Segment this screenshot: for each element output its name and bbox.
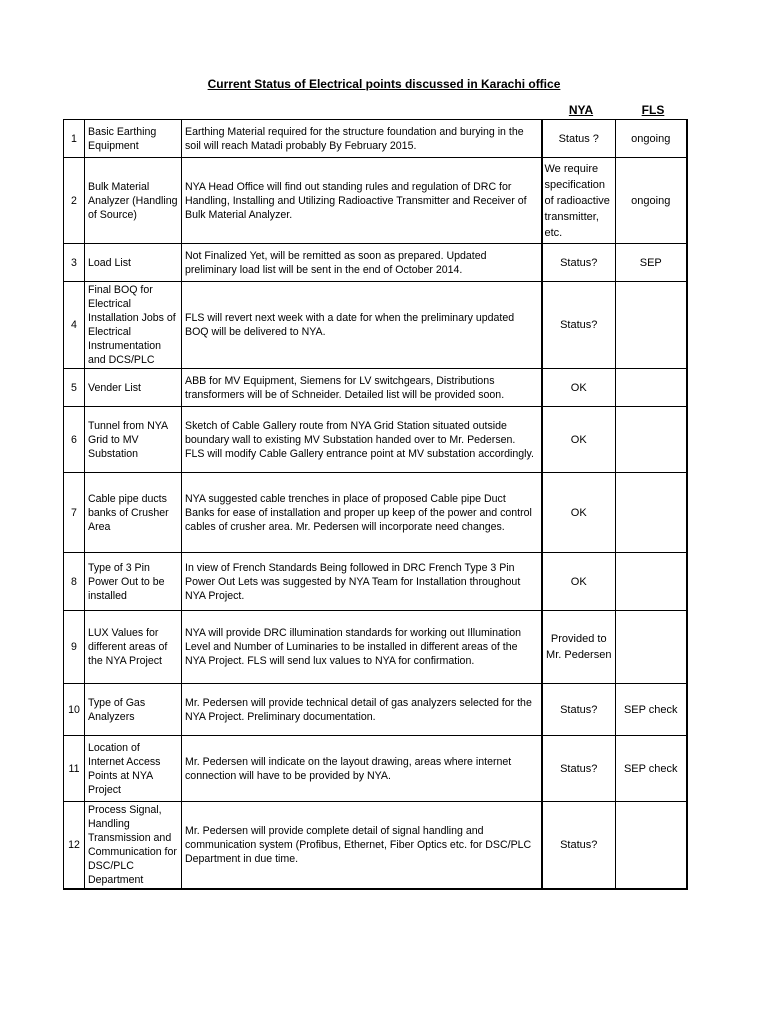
- row-number: 7: [64, 473, 85, 553]
- table-row: [64, 684, 687, 736]
- row-description: Sketch of Cable Gallery route from NYA Grid Station situated outside boundary wall to existing MV Substation handed over to Mr. Pedersen. FLS will modify Cable Gallery entrance point at MV substation accordingly.: [182, 407, 542, 473]
- table-row: [64, 244, 687, 282]
- row-description: NYA will provide DRC illumination standards for working out Illumination Level and Number of Luminaries to be installed in different areas of the NYA Project. FLS will send lux values to NYA for confirmation.: [182, 611, 542, 684]
- row-description: Mr. Pedersen will provide technical detail of gas analyzers selected for the NYA Project. Preliminary documentation.: [182, 684, 542, 736]
- row-number: 3: [64, 244, 85, 282]
- row-nya-status: OK: [542, 407, 616, 473]
- row-nya-status: Status?: [542, 282, 616, 369]
- row-description: Not Finalized Yet, will be remitted as soon as prepared. Updated preliminary load list will be sent in the end of October 2014.: [182, 244, 542, 282]
- row-number: 8: [64, 553, 85, 611]
- table-row: [64, 736, 687, 802]
- row-fls-status: [616, 282, 687, 369]
- table-row: [64, 802, 687, 890]
- row-fls-status: SEP: [616, 244, 687, 282]
- table-row: [64, 158, 687, 244]
- row-description: ABB for MV Equipment, Siemens for LV switchgears, Distributions transformers will be of Schneider. Detailed list will be provided soon.: [182, 369, 542, 407]
- row-number: 5: [64, 369, 85, 407]
- row-fls-status: [616, 802, 687, 890]
- row-topic: Load List: [85, 244, 182, 282]
- table-row: [64, 407, 687, 473]
- row-topic: Cable pipe ducts banks of Crusher Area: [85, 473, 182, 553]
- table-row: [64, 282, 687, 369]
- row-fls-status: SEP check: [616, 684, 687, 736]
- row-topic: Type of Gas Analyzers: [85, 684, 182, 736]
- row-number: 9: [64, 611, 85, 684]
- row-topic: Tunnel from NYA Grid to MV Substation: [85, 407, 182, 473]
- row-description: NYA Head Office will find out standing rules and regulation of DRC for Handling, Installing and Utilizing Radioactive Transmitter and Receiver of Bulk Material Analyzer.: [182, 158, 542, 244]
- row-topic: Bulk Material Analyzer (Handling of Source): [85, 158, 182, 244]
- row-nya-status: OK: [542, 553, 616, 611]
- row-topic: Final BOQ for Electrical Installation Jobs of Electrical Instrumentation and DCS/PLC: [85, 282, 182, 369]
- document-title: Current Status of Electrical points discussed in Karachi office: [207, 77, 561, 91]
- row-fls-status: [616, 473, 687, 553]
- status-table: [63, 119, 688, 890]
- row-number: 1: [64, 120, 85, 158]
- row-description: FLS will revert next week with a date for when the preliminary updated BOQ will be delivered to NYA.: [182, 282, 542, 369]
- row-description: Mr. Pedersen will provide complete detail of signal handling and communication system (Profibus, Ethernet, Fiber Optics etc. for DSC/PLC Department in due time.: [182, 802, 542, 890]
- row-description: Mr. Pedersen will indicate on the layout drawing, areas where internet connection will have to be provided by NYA.: [182, 736, 542, 802]
- row-fls-status: [616, 407, 687, 473]
- row-fls-status: [616, 553, 687, 611]
- column-header-nya: NYA: [568, 103, 594, 117]
- row-topic: Location of Internet Access Points at NYA Project: [85, 736, 182, 802]
- row-topic: Type of 3 Pin Power Out to be installed: [85, 553, 182, 611]
- row-topic: LUX Values for different areas of the NYA Project: [85, 611, 182, 684]
- row-topic: Basic Earthing Equipment: [85, 120, 182, 158]
- row-number: 2: [64, 158, 85, 244]
- row-topic: Vender List: [85, 369, 182, 407]
- row-nya-status: Status?: [542, 244, 616, 282]
- table-row: [64, 369, 687, 407]
- row-number: 4: [64, 282, 85, 369]
- table-row: [64, 611, 687, 684]
- row-fls-status: ongoing: [616, 158, 687, 244]
- row-fls-status: ongoing: [616, 120, 687, 158]
- row-fls-status: [616, 611, 687, 684]
- row-number: 11: [64, 736, 85, 802]
- row-number: 12: [64, 802, 85, 890]
- row-nya-status: Status ?: [542, 120, 616, 158]
- row-nya-status: Status?: [542, 802, 616, 890]
- row-nya-status: Status?: [542, 684, 616, 736]
- row-nya-status: We require specification of radioactive transmitter, etc.: [542, 158, 616, 244]
- row-description: Earthing Material required for the structure foundation and burying in the soil will reach Matadi probably By February 2015.: [182, 120, 542, 158]
- row-number: 6: [64, 407, 85, 473]
- row-nya-status: Provided to Mr. Pedersen: [542, 611, 616, 684]
- column-header-fls: FLS: [641, 103, 665, 117]
- row-description: NYA suggested cable trenches in place of proposed Cable pipe Duct Banks for ease of installation and proper up keep of the power and control cables of crusher area. Mr. Pedersen will incorporate need changes.: [182, 473, 542, 553]
- table-row: [64, 120, 687, 158]
- row-nya-status: Status?: [542, 736, 616, 802]
- table-row: [64, 473, 687, 553]
- table-row: [64, 553, 687, 611]
- row-nya-status: OK: [542, 369, 616, 407]
- row-number: 10: [64, 684, 85, 736]
- row-topic: Process Signal, Handling Transmission and Communication for DSC/PLC Department: [85, 802, 182, 890]
- row-fls-status: [616, 369, 687, 407]
- row-fls-status: SEP check: [616, 736, 687, 802]
- row-description: In view of French Standards Being followed in DRC French Type 3 Pin Power Out Lets was suggested by NYA Team for Installation throughout NYA Project.: [182, 553, 542, 611]
- row-nya-status: OK: [542, 473, 616, 553]
